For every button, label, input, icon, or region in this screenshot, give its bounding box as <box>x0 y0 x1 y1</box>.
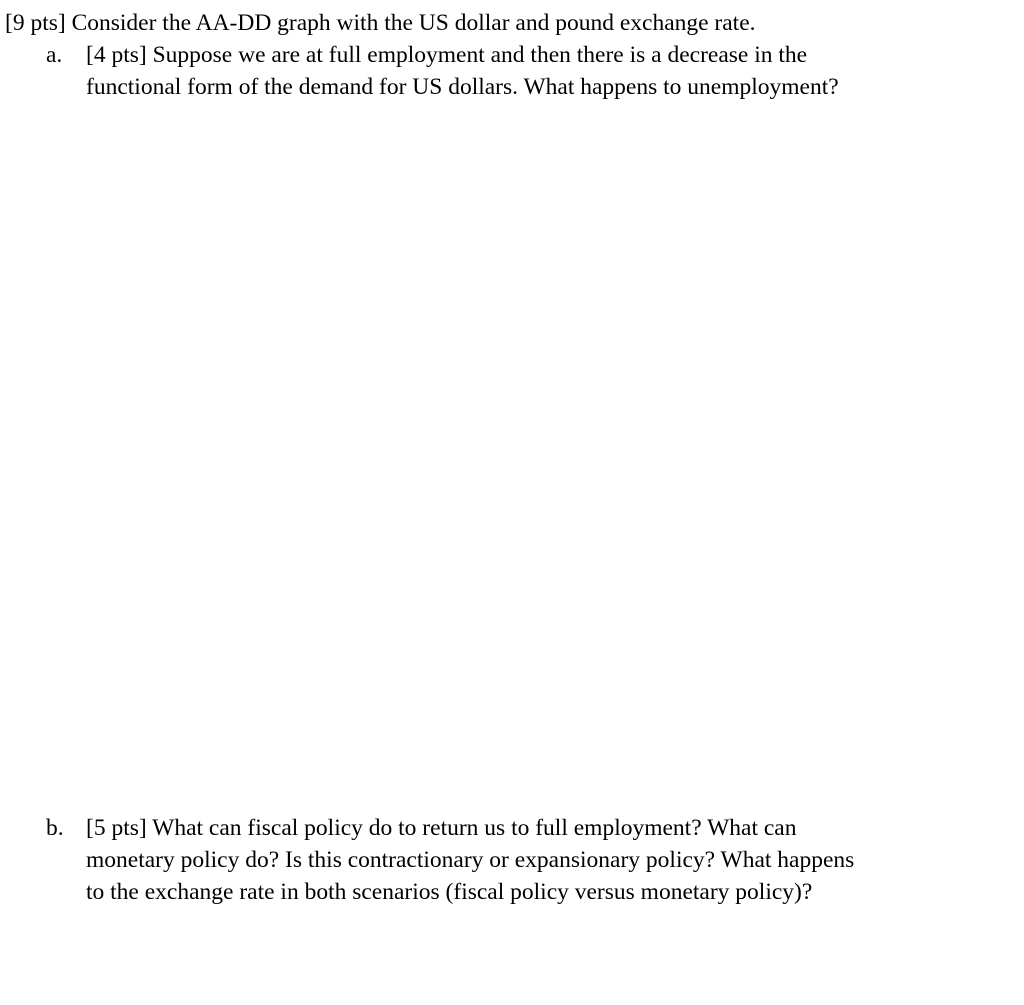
part-b-marker: b. <box>46 815 64 841</box>
answer-space-a <box>86 110 986 800</box>
question-header: [9 pts] Consider the AA-DD graph with the US dollar and pound exchange rate. <box>5 10 756 36</box>
part-b-line-2: monetary policy do? Is this contractionary or expansionary policy? What happens <box>86 847 855 873</box>
part-a-marker: a. <box>46 42 63 68</box>
part-b-line-1: [5 pts] What can fiscal policy do to return us to full employment? What can <box>86 815 797 841</box>
part-a-line-1: [4 pts] Suppose we are at full employment and then there is a decrease in the <box>86 42 808 68</box>
part-a-line-2: functional form of the demand for US dollars. What happens to unemployment? <box>86 74 839 100</box>
part-b-line-3: to the exchange rate in both scenarios (fiscal policy versus monetary policy)? <box>86 879 813 905</box>
